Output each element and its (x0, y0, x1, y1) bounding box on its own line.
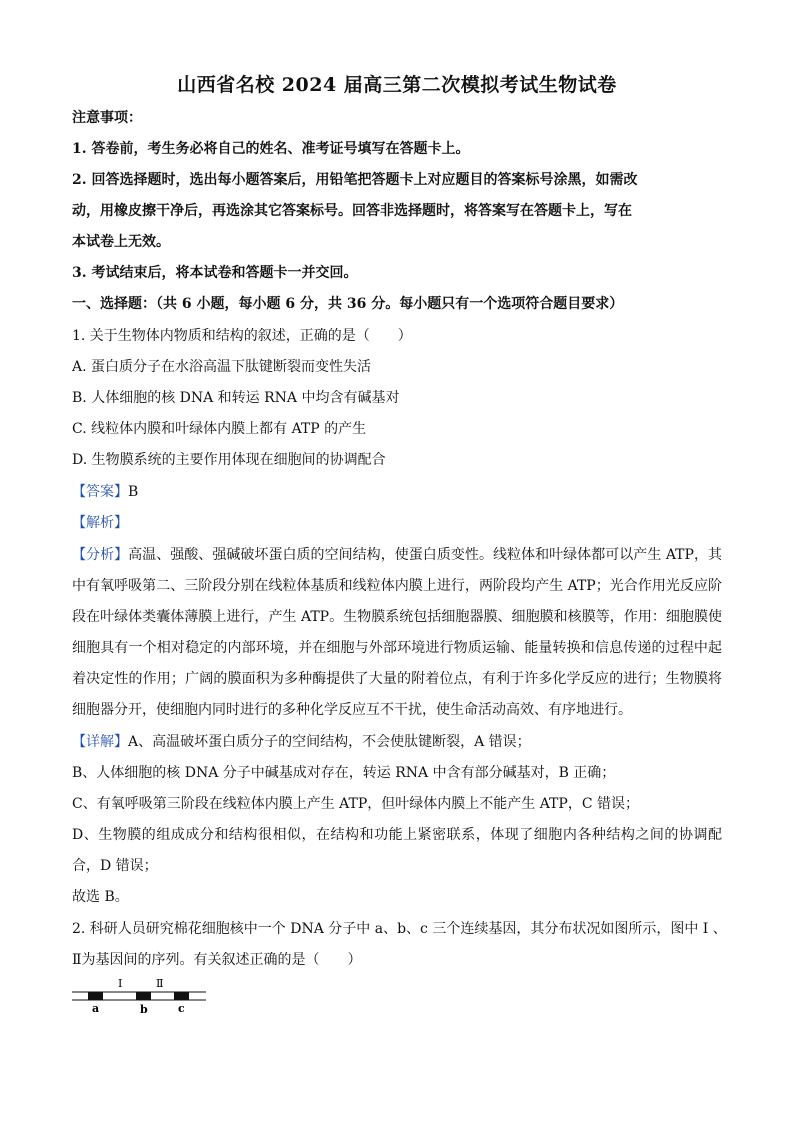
answer-tag: 【答案】 (72, 484, 128, 500)
label-i: Ⅰ (118, 977, 123, 990)
notice-item-1: 1. 答卷前，考生务必将自己的姓名、准考证号填写在答题卡上。 (72, 141, 470, 157)
dna-segment-figure (72, 976, 212, 1016)
xiangjie-line-1 (72, 732, 722, 752)
fenxi-line-3: 段在叶绿体类囊体薄膜上进行，产生 ATP。生物膜系统包括细胞器膜、细胞膜和核膜等，作用：细胞膜使 (72, 609, 722, 625)
exam-title: 山西省名校 2024 届高三第二次模拟考试生物试卷 (177, 74, 617, 96)
notice-item-3: 3. 考试结束后，将本试卷和答题卡一并交回。 (72, 265, 358, 281)
label-b: b (140, 1003, 148, 1016)
answer-line (72, 482, 722, 502)
gene-a-block (88, 992, 103, 1000)
notice-item-2-line-1: 2. 回答选择题时，选出每小题答案后，用铅笔把答题卡上对应题目的答案标号涂黑，如需改 (72, 172, 638, 188)
question-1-option-b: B. 人体细胞的核 DNA 和转运 RNA 中均含有碱基对 (72, 390, 400, 406)
xiangjie-line-6: 故选 B。 (72, 889, 129, 905)
xiangjie-line-5: 合，D 错误； (72, 858, 158, 874)
label-c: c (178, 1002, 185, 1015)
xiangjie-text-1: A、高温破坏蛋白质分子的空间结构，不会使肽键断裂，A 错误； (128, 734, 531, 750)
section-1-heading: 一、选择题：（共 6 小题，每小题 6 分，共 36 分。每小题只有一个选项符合题目要求） (72, 296, 624, 312)
gene-b-block (136, 992, 151, 1000)
xiangjie-line-4: D、生物膜的组成成分和结构很相似，在结构和功能上紧密联系，体现了细胞内各种结构之间的协调配 (72, 827, 722, 843)
notice-item-2-line-3: 本试卷上无效。 (72, 234, 170, 250)
label-ii: Ⅱ (156, 977, 164, 990)
notice-heading: 注意事项： (72, 110, 142, 126)
gene-diagram (72, 976, 212, 1020)
label-a: a (92, 1002, 100, 1015)
fenxi-line-6: 细胞器分开，使细胞内同时进行的多种化学反应互不干扰，使生命活动高效、有序地进行。 (72, 702, 632, 718)
fenxi-line-5: 着决定性的作用；广阔的膜面积为多种酶提供了大量的附着位点，有利于许多化学反应的进行；生物膜将 (72, 671, 722, 687)
question-1-option-a: A. 蛋白质分子在水浴高温下肽键断裂而变性失活 (72, 359, 372, 375)
analysis-label: 【解析】 (72, 515, 128, 531)
question-2-stem-line-2: Ⅱ为基因间的序列。有关叙述正确的是（ ） (72, 952, 362, 968)
fenxi-line-1 (72, 545, 722, 565)
gene-c-block (174, 992, 189, 1000)
fenxi-line-4: 细胞具有一个相对稳定的内部环境，并在细胞与外部环境进行物质运输、能量转换和信息传递的过程中起 (72, 640, 722, 656)
fenxi-line-2: 中有氧呼吸第二、三阶段分别在线粒体基质和线粒体内膜上进行，两阶段均产生 ATP；光合作用光反应阶 (72, 578, 722, 594)
question-1-option-c: C. 线粒体内膜和叶绿体内膜上都有 ATP 的产生 (72, 421, 367, 437)
question-1-stem: 1. 关于生物体内物质和结构的叙述，正确的是（ ） (72, 328, 412, 344)
notice-item-2-line-2: 动，用橡皮擦干净后，再选涂其它答案标号。回答非选择题时，将答案写在答题卡上，写在 (72, 203, 632, 219)
fenxi-tag: 【分析】 (72, 547, 129, 563)
answer-value: B (128, 484, 139, 500)
xiangjie-line-2: B、人体细胞的核 DNA 分子中碱基成对存在，转运 RNA 中含有部分碱基对，B 正确； (72, 765, 616, 781)
xiangjie-line-3: C、有氧呼吸第三阶段在线粒体内膜上产生 ATP，但叶绿体内膜上不能产生 ATP，C 错误； (72, 796, 639, 812)
question-1-option-d: D. 生物膜系统的主要作用体现在细胞间的协调配合 (72, 452, 386, 468)
question-2-stem-line-1: 2. 科研人员研究棉花细胞核中一个 DNA 分子中 a、b、c 三个连续基因，其分布状况如图所示，图中 Ⅰ 、 (72, 921, 727, 937)
fenxi-text-1: 高温、强酸、强碱破坏蛋白质的空间结构，使蛋白质变性。线粒体和叶绿体都可以产生 ATP，其 (128, 547, 723, 563)
xiangjie-tag: 【详解】 (72, 734, 128, 750)
analysis-tag (72, 513, 722, 533)
